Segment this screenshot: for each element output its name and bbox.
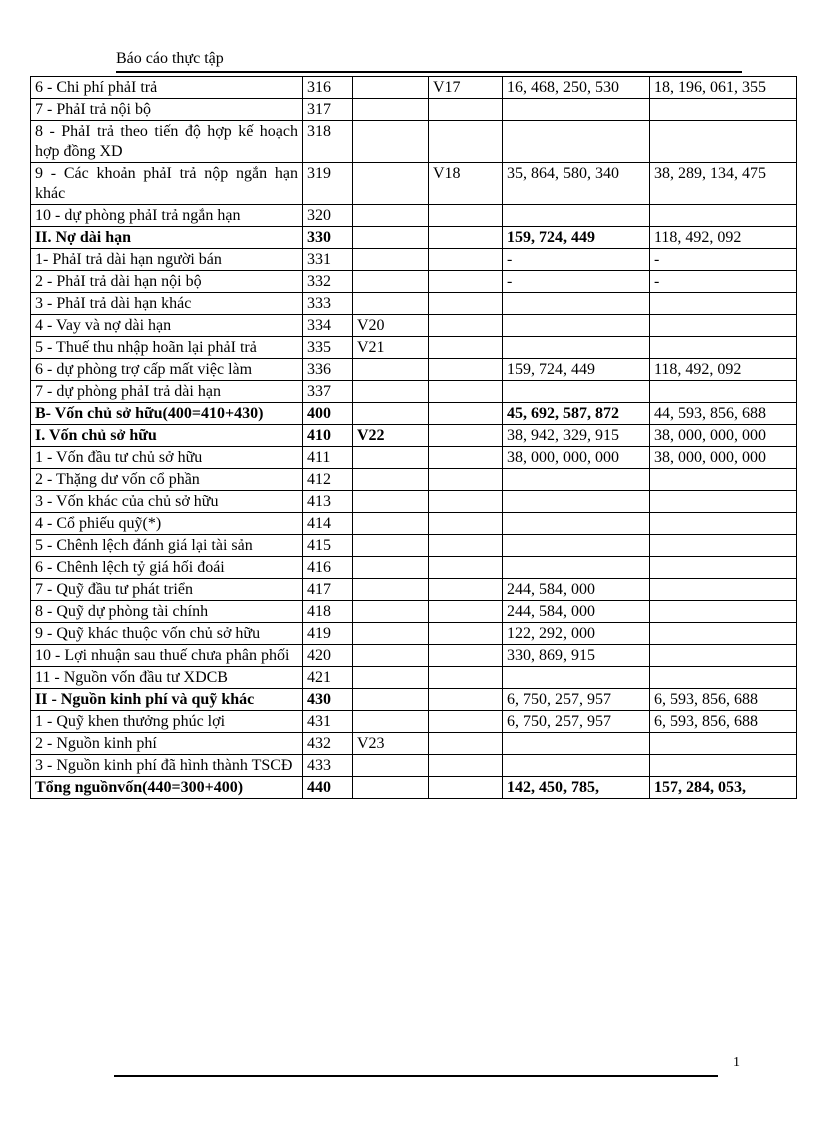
table-row xyxy=(31,491,797,513)
row-note-a xyxy=(353,645,429,667)
row-note-a xyxy=(353,623,429,645)
row-note-b: V18 xyxy=(429,163,503,205)
row-note-b xyxy=(429,121,503,163)
row-code: 411 xyxy=(303,447,353,469)
row-note-b xyxy=(429,535,503,557)
row-note-b xyxy=(429,293,503,315)
row-label: 6 - dự phòng trợ cấp mất việc làm xyxy=(31,359,303,381)
row-code: 412 xyxy=(303,469,353,491)
table-row xyxy=(31,469,797,491)
row-end-balance: 244, 584, 000 xyxy=(503,579,650,601)
row-code: 330 xyxy=(303,227,353,249)
row-code: 433 xyxy=(303,755,353,777)
row-begin-balance: - xyxy=(650,249,797,271)
row-note-a xyxy=(353,121,429,163)
row-code: 416 xyxy=(303,557,353,579)
balance-sheet-table xyxy=(30,76,797,799)
row-note-b xyxy=(429,425,503,447)
row-note-a xyxy=(353,381,429,403)
row-note-a: V23 xyxy=(353,733,429,755)
row-note-a xyxy=(353,469,429,491)
row-begin-balance xyxy=(650,733,797,755)
row-code: 410 xyxy=(303,425,353,447)
table-row xyxy=(31,601,797,623)
row-label: 6 - Chênh lệch tỷ giá hối đoái xyxy=(31,557,303,579)
row-note-b xyxy=(429,469,503,491)
balance-sheet-body xyxy=(31,77,797,799)
row-begin-balance xyxy=(650,469,797,491)
row-note-a xyxy=(353,601,429,623)
row-begin-balance xyxy=(650,755,797,777)
row-note-b xyxy=(429,337,503,359)
row-label: 7 - Quỹ đầu tư phát triển xyxy=(31,579,303,601)
row-code: 333 xyxy=(303,293,353,315)
row-label: 10 - Lợi nhuận sau thuế chưa phân phối xyxy=(31,645,303,667)
row-note-a xyxy=(353,249,429,271)
row-begin-balance: 118, 492, 092 xyxy=(650,359,797,381)
row-begin-balance xyxy=(650,557,797,579)
row-end-balance: 16, 468, 250, 530 xyxy=(503,77,650,99)
row-code: 417 xyxy=(303,579,353,601)
row-note-a xyxy=(353,579,429,601)
row-begin-balance: 118, 492, 092 xyxy=(650,227,797,249)
row-note-a xyxy=(353,513,429,535)
row-end-balance: 330, 869, 915 xyxy=(503,645,650,667)
row-end-balance xyxy=(503,557,650,579)
row-end-balance xyxy=(503,733,650,755)
row-begin-balance: 18, 196, 061, 355 xyxy=(650,77,797,99)
row-label: B- Vốn chủ sở hữu(400=410+430) xyxy=(31,403,303,425)
row-end-balance: 244, 584, 000 xyxy=(503,601,650,623)
row-end-balance xyxy=(503,513,650,535)
row-note-a xyxy=(353,535,429,557)
row-end-balance xyxy=(503,337,650,359)
row-begin-balance: 38, 289, 134, 475 xyxy=(650,163,797,205)
row-begin-balance: 6, 593, 856, 688 xyxy=(650,711,797,733)
row-note-b xyxy=(429,645,503,667)
row-end-balance: 38, 942, 329, 915 xyxy=(503,425,650,447)
row-begin-balance xyxy=(650,315,797,337)
row-note-b xyxy=(429,777,503,799)
row-code: 430 xyxy=(303,689,353,711)
row-note-a xyxy=(353,271,429,293)
row-code: 320 xyxy=(303,205,353,227)
row-note-a xyxy=(353,557,429,579)
row-note-a xyxy=(353,293,429,315)
row-label: 8 - PhảI trả theo tiến độ hợp kế hoạch hợp đồng XD xyxy=(31,121,303,163)
table-row xyxy=(31,623,797,645)
row-note-b xyxy=(429,557,503,579)
row-code: 413 xyxy=(303,491,353,513)
table-row xyxy=(31,77,797,99)
row-end-balance: 159, 724, 449 xyxy=(503,359,650,381)
table-row xyxy=(31,121,797,163)
row-label: 7 - dự phòng phảI trả dài hạn xyxy=(31,381,303,403)
row-end-balance: 45, 692, 587, 872 xyxy=(503,403,650,425)
row-code: 318 xyxy=(303,121,353,163)
row-code: 418 xyxy=(303,601,353,623)
row-note-a: V22 xyxy=(353,425,429,447)
row-note-a xyxy=(353,163,429,205)
row-end-balance: 159, 724, 449 xyxy=(503,227,650,249)
row-note-a xyxy=(353,77,429,99)
row-end-balance: 122, 292, 000 xyxy=(503,623,650,645)
row-label: 6 - Chi phí phảI trả xyxy=(31,77,303,99)
row-end-balance: - xyxy=(503,249,650,271)
row-begin-balance xyxy=(650,645,797,667)
row-begin-balance xyxy=(650,121,797,163)
row-end-balance xyxy=(503,99,650,121)
row-code: 316 xyxy=(303,77,353,99)
row-note-b xyxy=(429,689,503,711)
table-row xyxy=(31,755,797,777)
row-note-a: V20 xyxy=(353,315,429,337)
row-note-b xyxy=(429,491,503,513)
row-label: 4 - Vay và nợ dài hạn xyxy=(31,315,303,337)
table-row xyxy=(31,733,797,755)
row-end-balance: - xyxy=(503,271,650,293)
row-note-b xyxy=(429,249,503,271)
table-row xyxy=(31,249,797,271)
row-note-a xyxy=(353,447,429,469)
row-begin-balance: 6, 593, 856, 688 xyxy=(650,689,797,711)
row-begin-balance xyxy=(650,601,797,623)
row-end-balance xyxy=(503,469,650,491)
row-end-balance xyxy=(503,667,650,689)
row-note-b: V17 xyxy=(429,77,503,99)
row-note-a xyxy=(353,227,429,249)
row-begin-balance xyxy=(650,579,797,601)
table-row xyxy=(31,381,797,403)
row-note-a xyxy=(353,711,429,733)
table-row xyxy=(31,205,797,227)
row-end-balance xyxy=(503,315,650,337)
row-label: 2 - Thặng dư vốn cổ phần xyxy=(31,469,303,491)
row-note-b xyxy=(429,733,503,755)
row-note-a xyxy=(353,205,429,227)
row-label: 8 - Quỹ dự phòng tài chính xyxy=(31,601,303,623)
row-begin-balance xyxy=(650,535,797,557)
row-label: II - Nguồn kinh phí và quỹ khác xyxy=(31,689,303,711)
row-note-a xyxy=(353,403,429,425)
header-rule xyxy=(116,71,742,73)
table-row xyxy=(31,711,797,733)
table-row xyxy=(31,163,797,205)
table-row xyxy=(31,777,797,799)
row-code: 319 xyxy=(303,163,353,205)
row-label: II. Nợ dài hạn xyxy=(31,227,303,249)
table-row xyxy=(31,99,797,121)
table-row xyxy=(31,689,797,711)
row-end-balance: 35, 864, 580, 340 xyxy=(503,163,650,205)
table-row xyxy=(31,535,797,557)
table-row xyxy=(31,315,797,337)
table-row xyxy=(31,447,797,469)
row-begin-balance xyxy=(650,623,797,645)
row-label: 1 - Quỹ khen thưởng phúc lợi xyxy=(31,711,303,733)
row-code: 420 xyxy=(303,645,353,667)
row-label: 3 - PhảI trả dài hạn khác xyxy=(31,293,303,315)
row-label: 11 - Nguồn vốn đầu tư XDCB xyxy=(31,667,303,689)
row-code: 336 xyxy=(303,359,353,381)
row-code: 419 xyxy=(303,623,353,645)
row-end-balance: 6, 750, 257, 957 xyxy=(503,689,650,711)
row-begin-balance: 157, 284, 053, xyxy=(650,777,797,799)
row-label: Tổng nguồnvốn(440=300+400) xyxy=(31,777,303,799)
row-begin-balance xyxy=(650,293,797,315)
table-row xyxy=(31,513,797,535)
row-note-b xyxy=(429,601,503,623)
row-label: 4 - Cổ phiếu quỹ(*) xyxy=(31,513,303,535)
row-note-b xyxy=(429,205,503,227)
row-code: 415 xyxy=(303,535,353,557)
row-note-a xyxy=(353,689,429,711)
row-begin-balance xyxy=(650,337,797,359)
row-end-balance: 6, 750, 257, 957 xyxy=(503,711,650,733)
row-note-a xyxy=(353,755,429,777)
row-note-a: V21 xyxy=(353,337,429,359)
row-end-balance xyxy=(503,293,650,315)
row-begin-balance xyxy=(650,667,797,689)
row-end-balance xyxy=(503,121,650,163)
row-begin-balance: - xyxy=(650,271,797,293)
row-label: 5 - Chênh lệch đánh giá lại tài sản xyxy=(31,535,303,557)
row-note-b xyxy=(429,667,503,689)
page-header-title: Báo cáo thực tập xyxy=(116,50,224,67)
row-note-b xyxy=(429,315,503,337)
row-code: 334 xyxy=(303,315,353,337)
row-begin-balance: 44, 593, 856, 688 xyxy=(650,403,797,425)
row-end-balance: 38, 000, 000, 000 xyxy=(503,447,650,469)
row-end-balance xyxy=(503,755,650,777)
row-label: 2 - PhảI trả dài hạn nội bộ xyxy=(31,271,303,293)
footer-rule xyxy=(114,1075,718,1077)
row-note-b xyxy=(429,227,503,249)
page-number: 1 xyxy=(733,1055,740,1070)
row-note-b xyxy=(429,755,503,777)
row-note-b xyxy=(429,403,503,425)
row-label: 5 - Thuế thu nhập hoãn lại phảI trả xyxy=(31,337,303,359)
row-begin-balance xyxy=(650,381,797,403)
row-note-a xyxy=(353,777,429,799)
table-row xyxy=(31,359,797,381)
row-label: 1- PhảI trả dài hạn người bán xyxy=(31,249,303,271)
table-row xyxy=(31,227,797,249)
row-note-b xyxy=(429,711,503,733)
row-begin-balance: 38, 000, 000, 000 xyxy=(650,425,797,447)
row-code: 400 xyxy=(303,403,353,425)
row-label: 3 - Nguồn kinh phí đã hình thành TSCĐ xyxy=(31,755,303,777)
row-note-a xyxy=(353,667,429,689)
table-row xyxy=(31,403,797,425)
row-begin-balance xyxy=(650,491,797,513)
row-code: 337 xyxy=(303,381,353,403)
table-row xyxy=(31,667,797,689)
table-row xyxy=(31,425,797,447)
row-label: I. Vốn chủ sở hữu xyxy=(31,425,303,447)
row-begin-balance xyxy=(650,99,797,121)
row-code: 332 xyxy=(303,271,353,293)
row-code: 317 xyxy=(303,99,353,121)
row-note-b xyxy=(429,271,503,293)
table-row xyxy=(31,579,797,601)
row-label: 10 - dự phòng phảI trả ngắn hạn xyxy=(31,205,303,227)
row-note-b xyxy=(429,579,503,601)
row-code: 331 xyxy=(303,249,353,271)
row-note-a xyxy=(353,359,429,381)
row-note-b xyxy=(429,359,503,381)
row-code: 440 xyxy=(303,777,353,799)
row-end-balance xyxy=(503,535,650,557)
row-label: 1 - Vốn đầu tư chủ sở hữu xyxy=(31,447,303,469)
row-note-b xyxy=(429,381,503,403)
row-code: 431 xyxy=(303,711,353,733)
table-row xyxy=(31,557,797,579)
row-begin-balance: 38, 000, 000, 000 xyxy=(650,447,797,469)
row-code: 421 xyxy=(303,667,353,689)
row-label: 3 - Vốn khác của chủ sở hữu xyxy=(31,491,303,513)
table-row xyxy=(31,645,797,667)
row-end-balance xyxy=(503,205,650,227)
row-note-b xyxy=(429,623,503,645)
row-code: 335 xyxy=(303,337,353,359)
row-label: 9 - Quỹ khác thuộc vốn chủ sở hữu xyxy=(31,623,303,645)
table-row xyxy=(31,337,797,359)
row-code: 432 xyxy=(303,733,353,755)
row-begin-balance xyxy=(650,513,797,535)
row-code: 414 xyxy=(303,513,353,535)
row-end-balance xyxy=(503,491,650,513)
row-note-b xyxy=(429,99,503,121)
row-note-a xyxy=(353,99,429,121)
row-begin-balance xyxy=(650,205,797,227)
row-note-b xyxy=(429,513,503,535)
row-note-b xyxy=(429,447,503,469)
table-row xyxy=(31,271,797,293)
row-label: 9 - Các khoản phảI trả nộp ngắn hạn khác xyxy=(31,163,303,205)
row-end-balance xyxy=(503,381,650,403)
row-label: 7 - PhảI trả nội bộ xyxy=(31,99,303,121)
row-note-a xyxy=(353,491,429,513)
row-end-balance: 142, 450, 785, xyxy=(503,777,650,799)
row-label: 2 - Nguồn kinh phí xyxy=(31,733,303,755)
table-row xyxy=(31,293,797,315)
